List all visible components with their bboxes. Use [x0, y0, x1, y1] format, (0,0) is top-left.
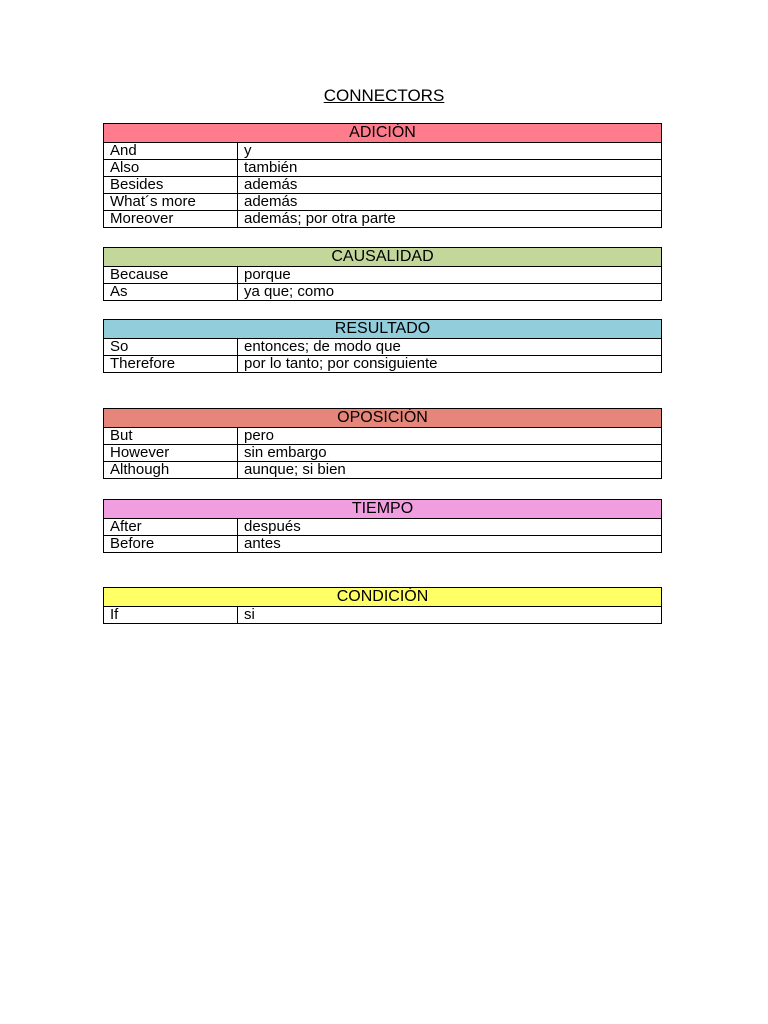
spanish-translation: ya que; como — [238, 284, 662, 301]
section-header-row — [104, 588, 662, 607]
table-row — [104, 211, 662, 228]
english-connector: If — [104, 607, 238, 624]
spanish-translation: y — [238, 143, 662, 160]
table-causalidad — [103, 247, 662, 301]
section-header-row — [104, 124, 662, 143]
spanish-translation: porque — [238, 267, 662, 284]
section-heading: ADICIÓN — [104, 124, 662, 143]
english-connector: But — [104, 428, 238, 445]
table-row — [104, 177, 662, 194]
table-row — [104, 267, 662, 284]
spanish-translation: por lo tanto; por consiguiente — [238, 356, 662, 373]
table-row — [104, 194, 662, 211]
page-title: CONNECTORS — [323, 86, 445, 105]
english-connector: Because — [104, 267, 238, 284]
spanish-translation: además — [238, 194, 662, 211]
section-header-row — [104, 320, 662, 339]
table-oposicion — [103, 408, 662, 479]
table-row — [104, 445, 662, 462]
table-row — [104, 462, 662, 479]
table-row — [104, 284, 662, 301]
spanish-translation: antes — [238, 536, 662, 553]
english-connector: Moreover — [104, 211, 238, 228]
spanish-translation: aunque; si bien — [238, 462, 662, 479]
table-tiempo — [103, 499, 662, 553]
section-heading: RESULTADO — [104, 320, 662, 339]
english-connector: Before — [104, 536, 238, 553]
english-connector: As — [104, 284, 238, 301]
section-heading: CAUSALIDAD — [104, 248, 662, 267]
table-adicion — [103, 123, 662, 228]
spanish-translation: también — [238, 160, 662, 177]
english-connector: Although — [104, 462, 238, 479]
spanish-translation: entonces; de modo que — [238, 339, 662, 356]
spanish-translation: pero — [238, 428, 662, 445]
spanish-translation: además — [238, 177, 662, 194]
table-row — [104, 607, 662, 624]
table-row — [104, 428, 662, 445]
table-row — [104, 160, 662, 177]
english-connector: Also — [104, 160, 238, 177]
table-resultado — [103, 319, 662, 373]
section-heading: CONDICIÓN — [104, 588, 662, 607]
table-row — [104, 356, 662, 373]
table-row — [104, 143, 662, 160]
spanish-translation: además; por otra parte — [238, 211, 662, 228]
section-header-row — [104, 409, 662, 428]
table-row — [104, 519, 662, 536]
section-header-row — [104, 500, 662, 519]
section-heading: TIEMPO — [104, 500, 662, 519]
english-connector: However — [104, 445, 238, 462]
english-connector: So — [104, 339, 238, 356]
section-heading: OPOSICIÓN — [104, 409, 662, 428]
spanish-translation: si — [238, 607, 662, 624]
english-connector: What´s more — [104, 194, 238, 211]
section-header-row — [104, 248, 662, 267]
table-condicion — [103, 587, 662, 624]
spanish-translation: sin embargo — [238, 445, 662, 462]
table-row — [104, 339, 662, 356]
table-row — [104, 536, 662, 553]
spanish-translation: después — [238, 519, 662, 536]
english-connector: Besides — [104, 177, 238, 194]
english-connector: And — [104, 143, 238, 160]
english-connector: After — [104, 519, 238, 536]
english-connector: Therefore — [104, 356, 238, 373]
